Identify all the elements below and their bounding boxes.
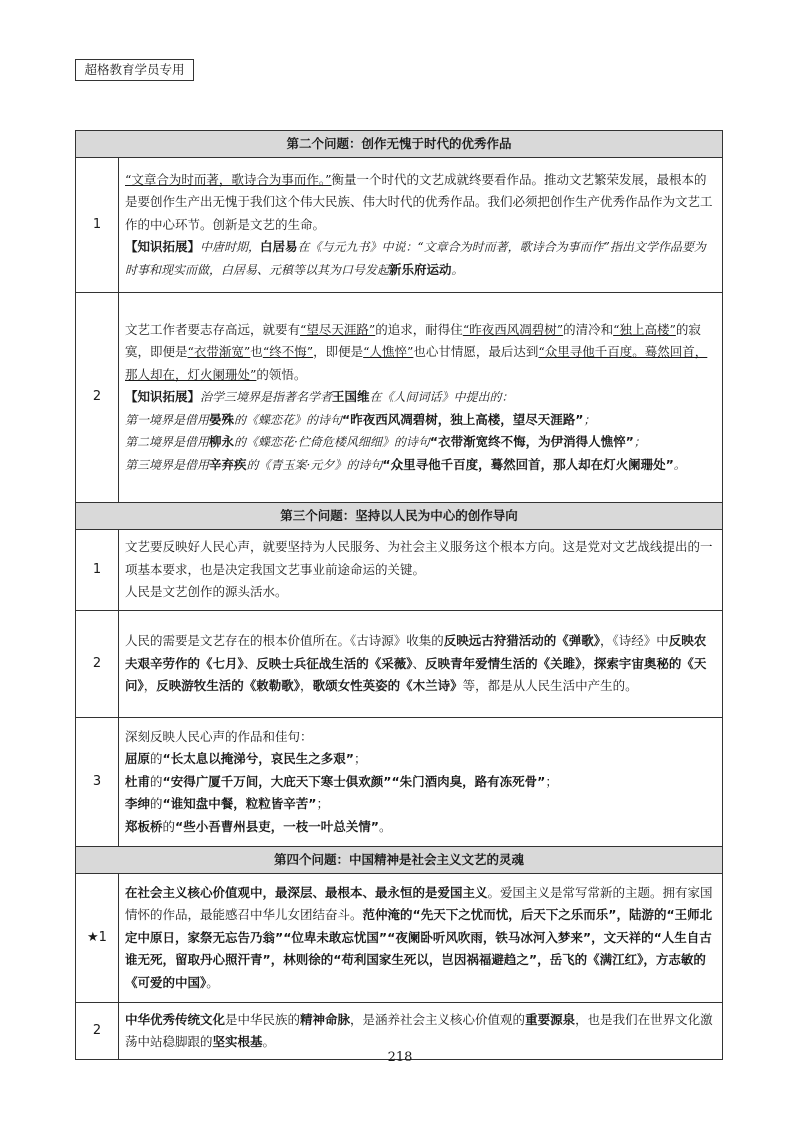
row-number: 2 bbox=[76, 293, 119, 503]
key-term: 坚实根基 bbox=[212, 1034, 263, 1049]
body-text: ； bbox=[353, 751, 367, 767]
body-text: ， bbox=[581, 655, 594, 671]
knowledge-text: 第二境界是借用 bbox=[125, 435, 210, 450]
quote-text: “文章合为时而著，歌诗合为事而作。” bbox=[125, 171, 332, 187]
key-term: 白居易 bbox=[260, 239, 298, 255]
key-term: 中华优秀传统文化 bbox=[125, 1011, 226, 1027]
key-term: 范仲淹的“先天下之忧而忧，后天下之乐而乐”，陆游的“王师北定中原日，家祭无忘告乃翁”“位卑未敢忘忧国”“夜阑卧听风吹雨，铁马冰河入梦来”，文天祥的“人生自古谁无死，留取丹心照汗青”，林则徐的“苟利国家生死以，岂因祸福避趋之”，岳飞的《满江红》，方志敏的《可爱的中国》 bbox=[125, 907, 713, 990]
body-text: 、 bbox=[243, 655, 257, 671]
knowledge-text: 第一境界是借用 bbox=[125, 412, 210, 427]
row-number: 1 bbox=[76, 530, 119, 611]
quote-text: “衣带渐宽” bbox=[187, 344, 251, 360]
row-content bbox=[119, 530, 723, 611]
key-term: 郑板桥 bbox=[125, 818, 163, 834]
row-number: 3 bbox=[76, 718, 119, 847]
table-row bbox=[76, 158, 723, 293]
knowledge-text: ； bbox=[633, 435, 646, 450]
key-term: 反映青年爱情生活的《关雎》 bbox=[425, 655, 582, 671]
knowledge-text: 在《人间词话》中提出的： bbox=[369, 390, 514, 405]
key-term: 杜甫 bbox=[125, 773, 151, 789]
table-row bbox=[76, 293, 723, 503]
knowledge-text: 的《青玉案·元夕》的诗句 bbox=[246, 457, 383, 472]
knowledge-text: 治学三境界是指著名学者 bbox=[200, 390, 333, 405]
row-number: 1 bbox=[76, 158, 119, 293]
key-term: 新乐府运动 bbox=[389, 261, 452, 277]
body-text: 。 bbox=[378, 818, 392, 834]
body-text: 文艺工作者要志存高远，就要有 bbox=[125, 322, 301, 338]
key-term: 晏殊 bbox=[209, 411, 235, 427]
key-term: “衣带渐宽终不悔，为伊消得人憔悴” bbox=[429, 434, 634, 450]
key-term: “安得广厦千万间，大庇天下寒士俱欢颜”“朱门酒肉臭，路有冻死骨” bbox=[162, 773, 546, 789]
knowledge-text: ； bbox=[583, 412, 596, 427]
body-text: ， bbox=[143, 678, 157, 694]
body-text: 。 bbox=[206, 974, 219, 990]
key-term: 精神命脉 bbox=[300, 1011, 351, 1027]
body-text: ； bbox=[316, 796, 329, 812]
row-content bbox=[119, 718, 723, 847]
key-term: 探索宇宙奥秘的《天问》 bbox=[125, 655, 707, 694]
section-title: 第四个问题：中国精神是社会主义文艺的灵魂 bbox=[76, 847, 723, 874]
body-text: ； bbox=[545, 773, 558, 789]
body-text: 。爱国主义是常写常新的主题。拥有家国情怀的作品，最能感召中华儿女团结奋斗。 bbox=[125, 884, 713, 923]
key-term: 反映远古狩猎活动的《弹歌》 bbox=[443, 633, 601, 649]
body-text: 是中华民族的 bbox=[225, 1011, 301, 1027]
body-text: 的追求，耐得住 bbox=[375, 322, 463, 338]
row-content bbox=[119, 293, 723, 503]
key-term: 反映游牧生活的《敕勒歌》 bbox=[156, 678, 301, 694]
row-number: ★1 bbox=[76, 874, 119, 1003]
body-text: ，《诗经》中 bbox=[600, 633, 669, 649]
quote-text: “终不悔” bbox=[262, 344, 314, 360]
knowledge-label: 【知识拓展】 bbox=[125, 239, 201, 255]
table-row bbox=[76, 530, 723, 611]
section-title: 第三个问题：坚持以人民为中心的创作导向 bbox=[76, 503, 723, 530]
knowledge-text: 在《与元九书》中说：“文章合为时而著，歌诗合为事而作”指出文学作品要为时事和现实而做，白居易、元稹等以其为口号发起 bbox=[125, 240, 706, 277]
body-text: ，即便是 bbox=[313, 344, 364, 360]
key-term: 反映农夫艰辛劳作的《七月》 bbox=[125, 633, 707, 671]
quote-text: “昨夜西风凋碧树” bbox=[462, 322, 564, 338]
row-content bbox=[119, 611, 723, 718]
row-number: 2 bbox=[76, 611, 119, 718]
knowledge-text: 的《蝶恋花》的诗句 bbox=[234, 412, 343, 427]
knowledge-text: 。 bbox=[673, 457, 686, 472]
key-term: 反映士兵征战生活的《采薇》 bbox=[256, 655, 413, 671]
quote-text: “独上高楼” bbox=[613, 322, 676, 338]
quote-text: “望尽天涯路” bbox=[300, 322, 376, 338]
body-text: 的 bbox=[162, 818, 176, 834]
key-term: 在社会主义核心价值观中，最深层、最根本、最永恒的是爱国主义 bbox=[125, 884, 488, 900]
body-text: 的清冷和 bbox=[563, 322, 614, 338]
key-term: 王国维 bbox=[332, 389, 370, 405]
body-text: 的 bbox=[150, 773, 163, 789]
key-term: 李绅 bbox=[125, 796, 151, 812]
knowledge-label: 【知识拓展】 bbox=[125, 389, 201, 405]
table-row bbox=[76, 874, 723, 1003]
key-term: 歌颂女性英姿的《木兰诗》 bbox=[312, 678, 463, 694]
body-text: 文艺要反映好人民心声，就要坚持为人民服务、为社会主义服务这个根本方向。这是党对文艺战线提出的一项基本要求，也是决定我国文艺事业前途命运的关键。 bbox=[125, 539, 713, 577]
body-text: 的领悟。 bbox=[256, 366, 307, 382]
key-term: 屈原 bbox=[125, 751, 151, 767]
key-term: 柳永 bbox=[209, 434, 235, 450]
key-term: “些小吾曹州县吏，一枝一叶总关情” bbox=[175, 818, 379, 834]
row-content bbox=[119, 874, 723, 1003]
body-text: 等，都是从人民生活中产生的。 bbox=[462, 678, 638, 694]
key-term: “谁知盘中餐，粒粒皆辛苦” bbox=[162, 796, 317, 812]
page-number: 218 bbox=[387, 1050, 413, 1065]
body-text: 也心甘情愿，最后达到 bbox=[413, 344, 539, 360]
quote-text: “人憔悴” bbox=[363, 344, 414, 360]
table-row bbox=[76, 611, 723, 718]
body-text: 人民的需要是文艺存在的根本价值所在。《古诗源》收集的 bbox=[125, 633, 444, 649]
table-row bbox=[76, 718, 723, 847]
key-term: “昨夜西风凋碧树，独上高楼，望尽天涯路” bbox=[342, 411, 584, 427]
key-term: “众里寻他千百度，蓦然回首，那人却在灯火阑珊处” bbox=[382, 456, 674, 472]
row-content bbox=[119, 158, 723, 293]
knowledge-table bbox=[75, 130, 723, 1060]
header-tag: 超格教育学员专用 bbox=[75, 59, 194, 81]
knowledge-text: 第三境界是借用 bbox=[125, 457, 210, 472]
body-text: 、 bbox=[412, 655, 426, 671]
body-text: 。 bbox=[262, 1034, 276, 1049]
key-term: 辛弃疾 bbox=[209, 456, 247, 472]
body-text: 的寂寞，即便是 bbox=[125, 322, 701, 360]
section-title: 第二个问题：创作无愧于时代的优秀作品 bbox=[76, 131, 723, 158]
body-text: 的 bbox=[150, 751, 163, 767]
knowledge-text: 的《蝶恋花·伫倚危楼风细细》的诗句 bbox=[234, 435, 430, 450]
key-term: 重要源泉 bbox=[525, 1011, 576, 1027]
body-text: 也 bbox=[250, 344, 263, 360]
body-text: 人民是文艺创作的源头活水。 bbox=[125, 584, 288, 600]
body-text: ，也是我们在世界文化激荡中站稳脚跟的 bbox=[125, 1011, 713, 1049]
body-text: 深刻反映人民心声的作品和佳句： bbox=[125, 728, 313, 744]
row-number: 2 bbox=[76, 1003, 119, 1060]
body-text: 的 bbox=[150, 796, 163, 812]
body-text: ，是涵养社会主义核心价值观的 bbox=[350, 1011, 526, 1027]
key-term: “长太息以掩涕兮，哀民生之多艰” bbox=[162, 751, 354, 767]
quote-text: “众里寻他千百度。蓦然回首，那人却在，灯火阑珊处” bbox=[125, 344, 708, 382]
knowledge-text: 。 bbox=[451, 262, 464, 277]
body-text: 衡量一个时代的文艺成就终要看作品。推动文艺繁荣发展，最根本的是要创作生产出无愧于我们这个伟大民族、伟大时代的优秀作品。我们必须把创作生产优秀作品作为文艺工作的中心环节。创新是文艺的生命。 bbox=[125, 171, 713, 232]
knowledge-text: 中唐时期， bbox=[200, 240, 261, 255]
body-text: ， bbox=[300, 678, 313, 694]
